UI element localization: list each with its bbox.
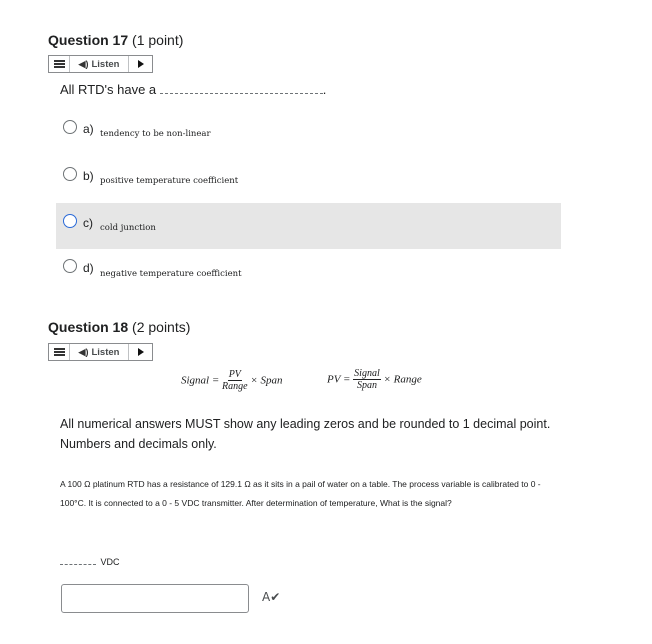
option-d-letter: d) xyxy=(83,261,94,275)
pv-formula-rhs: × Range xyxy=(383,373,422,386)
option-b-text: positive temperature coefficient xyxy=(100,176,239,186)
listen-label: Listen xyxy=(91,346,120,358)
unit-label: VDC xyxy=(100,557,120,567)
radio-d[interactable] xyxy=(63,259,77,273)
option-a-text: tendency to be non-linear xyxy=(100,129,211,139)
question-17-prompt-suffix: . xyxy=(322,82,327,97)
option-c[interactable] xyxy=(56,203,561,249)
question-17-number: Question 17 xyxy=(48,32,129,48)
option-d[interactable] xyxy=(56,250,561,296)
question-17-points: (1 point) xyxy=(132,32,184,48)
answer-blank xyxy=(60,564,96,565)
listen-button[interactable] xyxy=(69,56,128,72)
option-c-letter: c) xyxy=(83,216,93,230)
listen-label: Listen xyxy=(91,58,120,70)
menu-icon[interactable] xyxy=(49,344,69,360)
question-17-listen-bar xyxy=(48,55,153,73)
play-button[interactable] xyxy=(128,344,152,360)
option-b-letter: b) xyxy=(83,169,94,183)
option-a-letter: a) xyxy=(83,122,94,136)
option-c-text: cold junction xyxy=(100,223,156,233)
speaker-icon: ◀) xyxy=(78,346,89,357)
question-17-prompt-text: All RTD's have a xyxy=(60,82,157,97)
question-18-instructions: All numerical answers MUST show any leading zeros and be rounded to 1 decimal point. Numbers and decimals only. xyxy=(60,417,551,451)
pv-formula xyxy=(327,369,422,391)
play-icon xyxy=(138,348,144,356)
play-icon xyxy=(138,60,144,68)
answer-blank-line xyxy=(60,557,120,567)
signal-formula-fraction xyxy=(222,370,248,392)
pv-formula-fraction xyxy=(353,369,381,391)
question-18-points: (2 points) xyxy=(132,319,191,335)
question-17-blank xyxy=(160,93,323,94)
option-a[interactable] xyxy=(56,109,561,155)
signal-formula xyxy=(181,370,283,392)
question-18-problem: A 100 Ω platinum RTD has a resistance of 129.1 Ω as it sits in a pail of water on a table. The process variable is calibrated to 0 - 100°C. It is connected to a 0 - 5 VDC transmitter. After determination of temperature, What is the signal? xyxy=(60,479,541,508)
question-17-prompt xyxy=(60,82,326,97)
spellcheck-icon[interactable]: A✔ xyxy=(262,590,281,604)
pv-formula-numerator: Signal xyxy=(354,368,380,379)
signal-formula-denominator: Range xyxy=(222,381,248,392)
option-d-text: negative temperature coefficient xyxy=(100,269,242,279)
play-button[interactable] xyxy=(128,56,152,72)
listen-button[interactable] xyxy=(69,344,128,360)
question-17-title xyxy=(48,32,183,48)
option-b[interactable] xyxy=(56,156,561,202)
question-18-listen-bar xyxy=(48,343,153,361)
menu-icon[interactable] xyxy=(49,56,69,72)
speaker-icon: ◀) xyxy=(78,58,89,69)
pv-formula-denominator: Span xyxy=(356,380,377,391)
question-18-number: Question 18 xyxy=(48,319,129,335)
question-18-title xyxy=(48,319,190,335)
signal-formula-lhs: Signal = xyxy=(181,374,220,387)
radio-b[interactable] xyxy=(63,167,77,181)
pv-formula-lhs: PV = xyxy=(327,373,351,386)
radio-c[interactable] xyxy=(63,214,77,228)
radio-a[interactable] xyxy=(63,120,77,134)
signal-formula-rhs: × Span xyxy=(250,374,283,387)
answer-input[interactable] xyxy=(61,584,249,613)
signal-formula-numerator: PV xyxy=(228,369,241,380)
